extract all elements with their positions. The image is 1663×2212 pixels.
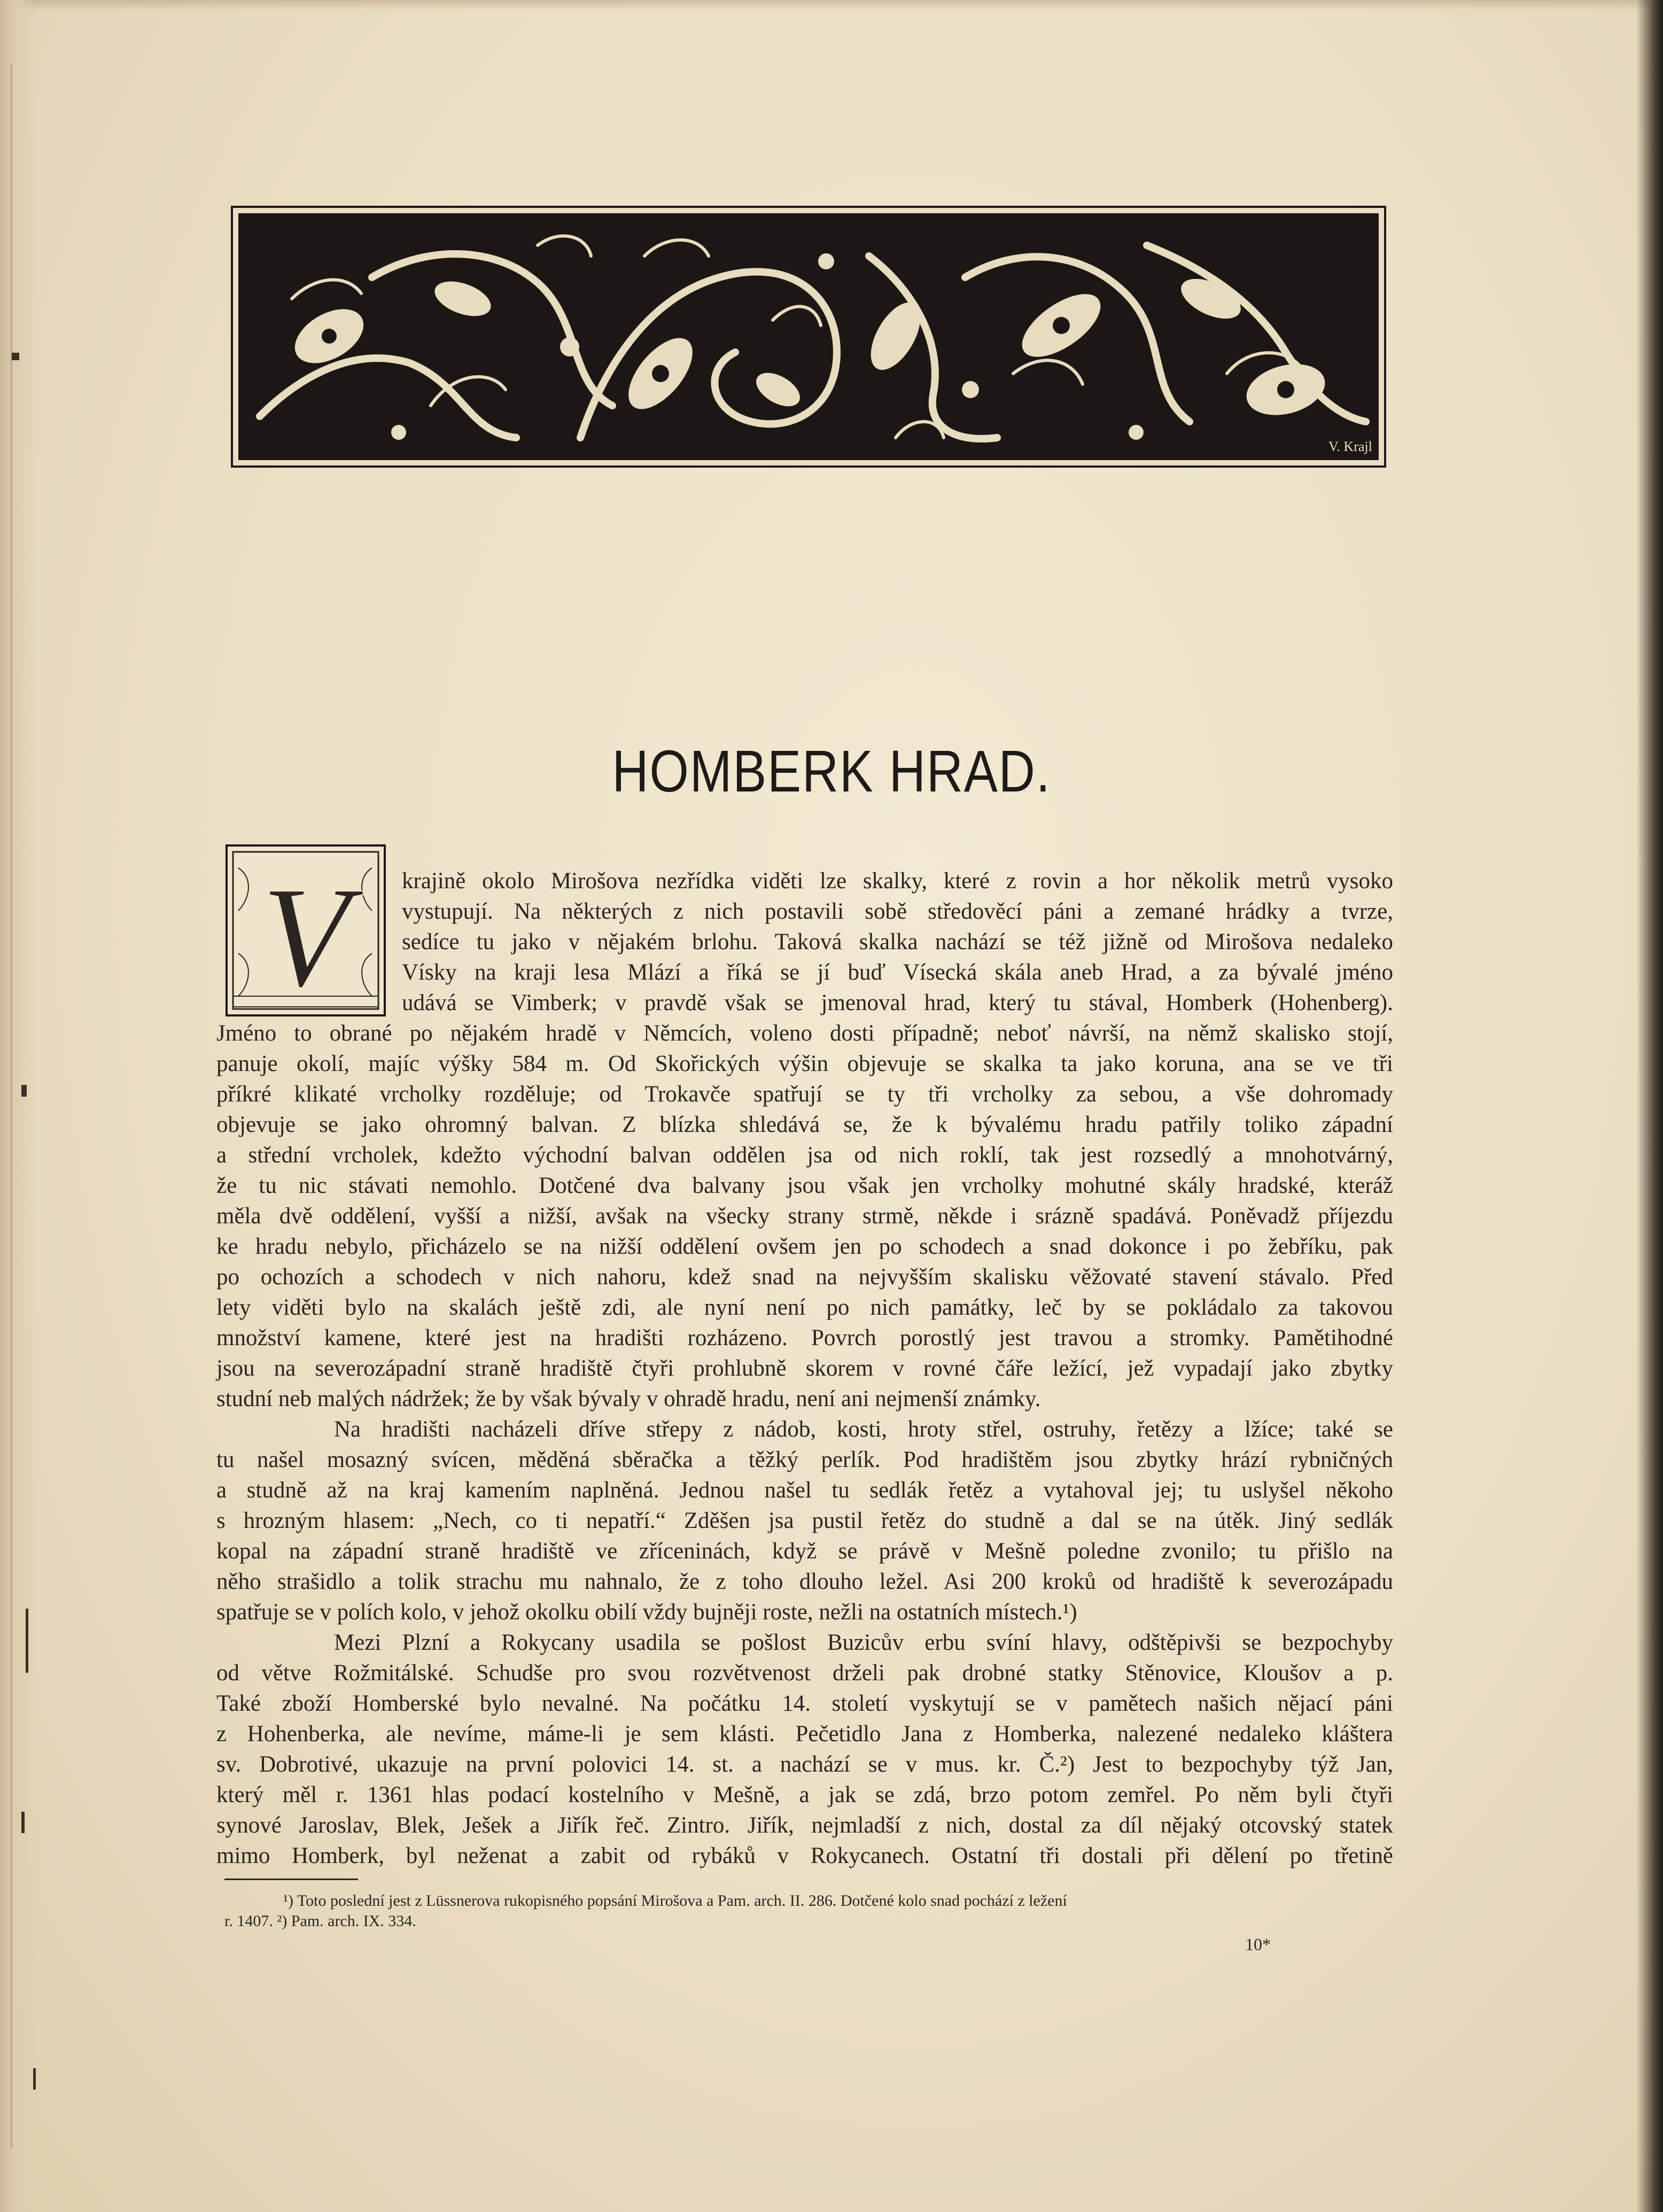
footnote-line: ¹) Toto poslední jest z Lüssnerova rukopisného popsání Mirošova a Pam. arch. II. 286. Dotčené kolo snad pochází z ležení <box>283 1892 1067 1910</box>
text-line: udává se Vimberk; v pravdě však se jmenoval hrad, který tu stával, Homberk (Hohenberg). <box>402 990 1393 1015</box>
text-line: Jméno to obrané po nějakém hradě v Němcích, voleno dosti případně; neboť návrší, na němž skalisko stojí, <box>216 1021 1393 1046</box>
text-line: množství kamene, které jest na hradišti rozházeno. Povrch porostlý jest travou a stromky. Pamětihodné <box>216 1325 1393 1351</box>
margin-mark <box>26 1609 28 1673</box>
text-line: ke hradu nebylo, přicházelo se na nižší oddělení ovšem jen po schodech a snad dokonce i po žebříku, pak <box>216 1234 1393 1259</box>
text-line: Vísky na kraji lesa Mlází a říká se jí buď Vísecká skála aneb Hrad, a za bývalé jméno <box>402 960 1393 985</box>
text-line: sv. Dobrotivé, ukazuje na první polovici 14. st. a nachází se v mus. kr. Č.²) Jest to bezpochyby týž Jan, <box>216 1752 1393 1777</box>
text-line: vystupují. Na některých z nich postavili sobě středověcí páni a zemané hrádky a tvrze, <box>402 899 1393 924</box>
binding-gutter <box>0 0 37 2212</box>
ornamental-banner <box>231 206 1386 468</box>
page-top-edge <box>0 0 1663 11</box>
text-line: s hrozným hlasem: „Nech, co ti nepatří.“ Zděšen jsa pustil řetěz do studně a dal se na útěk. Jiný sedlák <box>216 1508 1393 1533</box>
gutter-line <box>11 64 12 2148</box>
text-line: studní neb malých nádržek; že by však bývaly v ohradě hradu, není ani nejmenší známky. <box>216 1386 1041 1411</box>
text-line: tu našel mosazný svícen, měděná sběračka a těžký perlík. Pod hradištěm jsou zbytky hrází rybničných <box>216 1447 1393 1472</box>
decorated-initial <box>226 844 386 1016</box>
margin-mark <box>21 1085 27 1097</box>
text-line: mimo Homberk, byl neženat a zabit od rybáků v Rokycanech. Ostatní tři dostali při dělení po třetině <box>216 1843 1393 1868</box>
text-line: lety viděti bylo na skalách ještě zdi, ale nyní není po nich památky, leč by se pokládalo za takovou <box>216 1295 1393 1320</box>
text-line: objevuje se jako ohromný balvan. Z blízka shledává se, že k bývalému hradu patřily toliko západní <box>216 1112 1393 1137</box>
margin-mark <box>21 1812 25 1833</box>
text-line: a střední vrcholek, kdežto východní balvan oddělen jsa od nich roklí, tak jest rozsedlý a mnohotvárný, <box>216 1143 1393 1168</box>
text-line: sedíce tu jako v nějakém brlohu. Taková skalka nachází se též jižně od Mirošova nedaleko <box>402 929 1393 954</box>
banner-signature: V. Krajl <box>1328 439 1372 454</box>
text-line: který měl r. 1361 hlas podací kostelního v Mešně, a jak se zdá, brzo potom zemřel. Po něm byli čtyři <box>216 1782 1393 1807</box>
text-line: něho strašidlo a tolik strachu mu nahnalo, že z toho dlouho ležel. Asi 200 kroků od hradiště k severozápadu <box>216 1569 1393 1594</box>
text-line: Mezi Plzní a Rokycany usadila se pošlost Buzicův erbu svíní hlavy, odštěpivši se bezpochyby <box>334 1630 1393 1655</box>
margin-mark <box>33 2068 36 2090</box>
text-line: Na hradišti nacházeli dříve střepy z nádob, kosti, hroty střel, ostruhy, řetězy a lžíce; také se <box>334 1417 1393 1442</box>
text-line: od větve Rožmitálské. Schudše pro svou rozvětvenost drželi pak drobné statky Stěnovice, Kloušov a p. <box>216 1660 1393 1686</box>
page-right-edge <box>1636 0 1663 2212</box>
page-title: HOMBERK HRAD. <box>612 739 1051 804</box>
text-line: jsou na severozápadní straně hradiště čtyři prohlubně skorem v rovné čáře ležící, jež vypadají jako zbytky <box>216 1356 1393 1381</box>
text-line: z Hohenberka, ale nevíme, máme-li je sem klásti. Pečetidlo Jana z Homberka, nalezené nedaleko kláštera <box>216 1721 1393 1747</box>
text-line: měla dvě oddělení, vyšší a nižší, avšak na všecky strany strmě, někde i srázně spadává. Poněvadž příjezdu <box>216 1204 1393 1229</box>
text-line: kopal na západní straně hradiště ve zříceninách, když se právě v Mešně poledne zvonilo; tu přišlo na <box>216 1539 1393 1564</box>
initial-letter: V <box>261 857 350 1014</box>
floral-ornament-image <box>238 213 1379 460</box>
margin-mark <box>12 353 19 360</box>
text-line: synové Jaroslav, Blek, Ješek a Jiřík řeč. Zintro. Jiřík, nejmladší z nich, dostal za díl nějaký otcovský statek <box>216 1813 1393 1838</box>
text-line: a studně až na kraj kamením naplněná. Jednou našel tu sedlák řetěz a vytahoval jej; tu uslyšel někoho <box>216 1478 1393 1503</box>
text-line: příkré klikaté vrcholky rozděluje; od Trokavče spatřují se ty tři vrcholky za sebou, a vše dohromady <box>216 1082 1393 1107</box>
text-line: Také zboží Homberské bylo nevalné. Na počátku 14. století vyskytují se v pamětech našich nějací páni <box>216 1691 1393 1716</box>
text-line: krajině okolo Mirošova nezřídka viděti lze skalky, které z rovin a hor několik metrů vysoko <box>402 868 1393 894</box>
page-number: 10* <box>1245 1935 1271 1954</box>
footnote-rule <box>224 1879 358 1880</box>
text-line: po ochozích a schodech v nich nahoru, kdež snad na nejvyšším skalisku věžovaté stavení stávalo. Před <box>216 1264 1393 1290</box>
text-line: že tu nic stávati nemohlo. Dotčené dva balvany jsou však jen vrcholky mohutné skály hradské, kteráž <box>216 1173 1393 1198</box>
text-line: panuje okolí, majíc výšky 584 m. Od Skořických výšin objevuje se skalka ta jako koruna, ana se ve tři <box>216 1051 1393 1076</box>
footnote-line: r. 1407. ²) Pam. arch. IX. 334. <box>224 1912 416 1930</box>
text-line: spatřuje se v polích kolo, v jehož okolku obilí vždy bujněji roste, nežli na ostatních místech.¹) <box>216 1600 1077 1625</box>
